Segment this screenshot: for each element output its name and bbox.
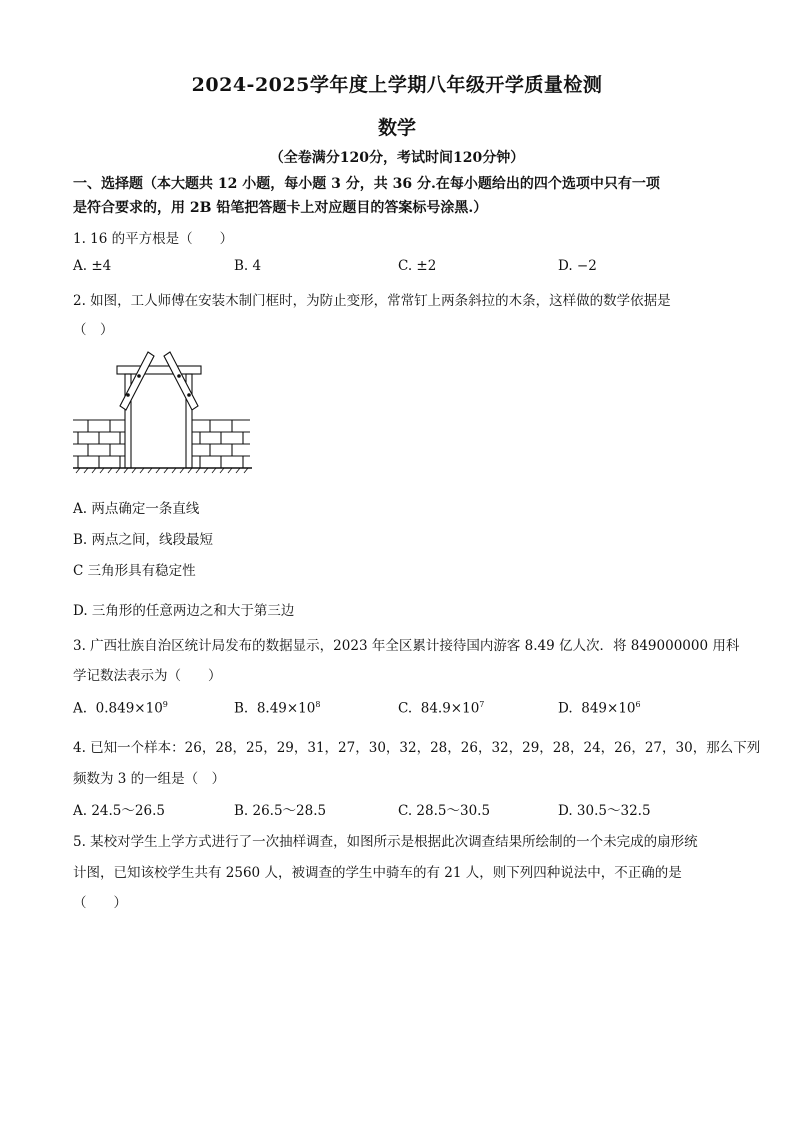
q2-stem-line1: 2. 如图，工人师傅在安装木制门框时，为防止变形，常常钉上两条斜拉的木条，这样做的数学依据是	[73, 293, 671, 309]
q1-option-d: D. −2	[558, 258, 597, 274]
q3-option-b-exp: 8	[315, 700, 321, 709]
q3-option-b	[234, 700, 320, 717]
q3-option-d-base: 849×10	[581, 700, 636, 717]
q4-option-b: B. 26.5～28.5	[234, 803, 327, 819]
q3-option-a-base: 0.849×10	[95, 700, 163, 717]
q2-option-d: D. 三角形的任意两边之和大于第三边	[73, 603, 295, 619]
q3-option-d-exp: 6	[635, 700, 641, 709]
q1-option-c: C. ±2	[398, 258, 437, 274]
q3-option-b-label: B.	[234, 700, 249, 717]
q3-option-a-label: A.	[73, 700, 88, 717]
q3-option-c-base: 84.9×10	[420, 700, 480, 717]
q1-option-b: B. 4	[234, 258, 262, 274]
q2-option-a: A. 两点确定一条直线	[73, 501, 200, 517]
q4-option-c: C. 28.5～30.5	[398, 803, 491, 819]
q4-stem-line2: 频数为 3 的一组是（ ）	[73, 771, 226, 787]
section-instructions-line2: 是符合要求的，用 2B 铅笔把答题卡上对应题目的答案标号涂黑.）	[73, 200, 488, 216]
door-frame-figure	[70, 348, 260, 474]
q3-stem-line2: 学记数法表示为（ ）	[73, 668, 222, 684]
q3-option-c-label: C.	[398, 700, 413, 717]
subject-title: 数学	[377, 117, 416, 139]
q2-option-c: C 三角形具有稳定性	[73, 563, 196, 579]
exam-note: （全卷满分120分，考试时间120分钟）	[269, 150, 525, 166]
q3-option-c	[398, 700, 484, 717]
exam-title: 2024-2025学年度上学期八年级开学质量检测	[191, 74, 603, 96]
q1-stem: 1. 16 的平方根是（ ）	[73, 231, 234, 247]
q2-option-b: B. 两点之间，线段最短	[73, 532, 214, 548]
q5-stem-line3: （ ）	[73, 895, 127, 911]
q5-stem-line2: 计图，已知该校学生共有 2560 人，被调查的学生中骑车的有 21 人，则下列四种说法中，不正确的是	[73, 865, 682, 881]
q4-stem-line1: 4. 已知一个样本：26，28，25，29，31，27，30，32，28，26，32，29，28，24，26，27，30，那么下列	[73, 740, 761, 756]
q3-stem-line1: 3. 广西壮族自治区统计局发布的数据显示，2023 年全区累计接待国内游客 8.49 亿人次．将 849000000 用科	[73, 638, 740, 654]
q3-option-d-label: D.	[558, 700, 573, 717]
q3-option-b-base: 8.49×10	[256, 700, 316, 717]
q3-option-a-exp: 9	[162, 700, 168, 709]
q3-option-d	[558, 700, 641, 717]
q5-stem-line1: 5. 某校对学生上学方式进行了一次抽样调查，如图所示是根据此次调查结果所绘制的一个未完成的扇形统	[73, 834, 698, 850]
q3-option-c-exp: 7	[479, 700, 485, 709]
q4-option-d: D. 30.5～32.5	[558, 803, 651, 819]
q2-stem-line2: （ ）	[73, 322, 114, 338]
q1-option-a: A. ±4	[73, 258, 112, 274]
q3-option-a	[73, 700, 168, 717]
section-instructions-line1: 一、选择题（本大题共 12 小题，每小题 3 分，共 36 分.在每小题给出的四个选项中只有一项	[73, 176, 660, 192]
q4-option-a: A. 24.5～26.5	[73, 803, 165, 819]
